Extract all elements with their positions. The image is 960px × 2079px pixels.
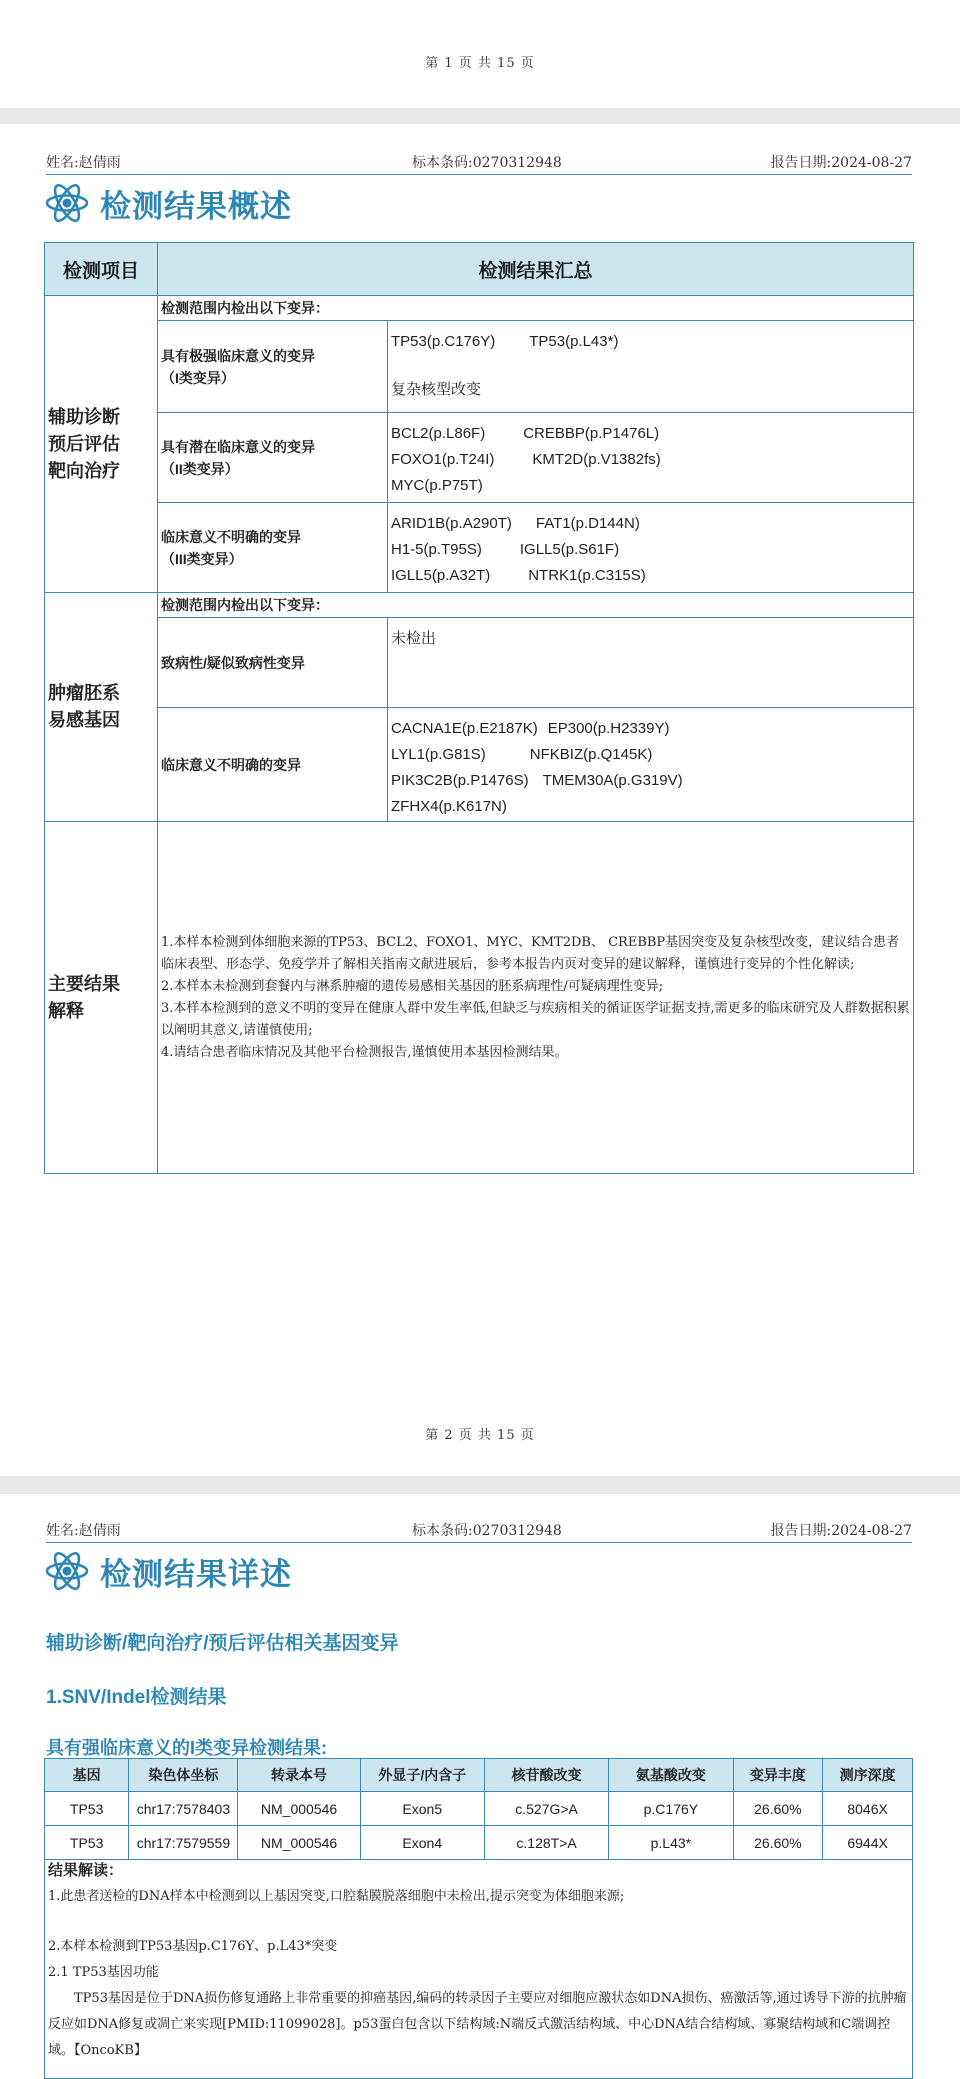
variant-table (44, 1758, 913, 1860)
variant-col-header: 测序深度 (823, 1759, 913, 1792)
variant-col-header: 染色体坐标 (129, 1759, 238, 1792)
report-header (46, 152, 912, 175)
variant-cell: c.128T>A (484, 1826, 608, 1860)
variant-cell: 8046X (823, 1792, 913, 1826)
class3-variants: ARID1B(p.A290T) FAT1(p.D144N) H1-5(p.T95S) IGLL5(p.S61F) IGLL5(p.A32T) NTRK1(p.C315S) (388, 503, 914, 593)
page-footer: 第 2 页 共 15 页 (425, 1428, 535, 1443)
category-somatic: 辅助诊断 预后评估 靶向治疗 (45, 296, 158, 593)
somatic-subheader: 检测范围内检出以下变异： (158, 296, 914, 321)
variant-col-header: 外显子/内含子 (360, 1759, 484, 1792)
table-row (45, 1792, 913, 1826)
class1-variants: TP53(p.C176Y) TP53(p.L43*) 复杂核型改变 (388, 321, 914, 413)
variant-cell: chr17:7579559 (129, 1826, 238, 1860)
report-date: 报告日期:2024-08-27 (770, 155, 912, 171)
germline-vus-label: 临床意义不明确的变异 (158, 708, 388, 822)
section-heading: 辅助诊断/靶向治疗/预后评估相关基因变异 (46, 1633, 399, 1654)
interpretation-line: 2.本样本检测到TP53基因p.C176Y、p.L43*突变 (48, 1939, 338, 1954)
subsection-heading: 1.SNV/Indel检测结果 (46, 1687, 227, 1708)
table-title: 具有强临床意义的I类变异检测结果: (46, 1738, 327, 1758)
germline-subheader: 检测范围内检出以下变异： (158, 593, 914, 618)
report-date: 报告日期:2024-08-27 (770, 1523, 912, 1539)
page-1 (0, 0, 960, 108)
interpretation-paragraph: TP53基因是位于DNA损伤修复通路上非常重要的抑癌基因,编码的转录因子主要应对细胞应激状态如DNA损伤、癌激活等,通过诱导下游的抗肿瘤反应如DNA修复或凋亡来实现[PMID:11099028]。p53蛋白包含以下结构域:N端反式激活结构域、中心DNA结合结构域、寡聚结构域和C端调控域。【OncoKB】 (48, 1991, 907, 2058)
col-header-summary: 检测结果汇总 (158, 243, 914, 296)
atom-icon (44, 1548, 90, 1594)
variant-cell: c.527G>A (484, 1792, 608, 1826)
variant-cell: p.C176Y (609, 1792, 733, 1826)
interpretation-text: 1.本样本检测到体细胞来源的TP53、BCL2、FOXO1、MYC、KMT2DB、 CREBBP基因突变及复杂核型改变，建议结合患者临床表型、形态学、免疫学并了解相关指南文献进展后，参考本报告内页对变异的建议解释，谨慎进行变异的个性化解读; 2.本样本未检测到套餐内与淋系肿瘤的遗传易感相关基因的胚系病理性/可疑病理性变异; 3.本样本检测到的意义不明的变异在健康人群中发生率低,但缺乏与疾病相关的循证医学证据支持,需更多的临床研究及人群数据积累以阐明其意义,请谨慎使用; 4.请结合患者临床情况及其他平台检测报告,谨慎使用本基因检测结果。 (158, 822, 914, 1174)
variant-cell: 26.60% (733, 1792, 823, 1826)
variant-cell: Exon5 (360, 1792, 484, 1826)
category-interpretation: 主要结果 解释 (45, 822, 158, 1174)
section-title-row (44, 180, 292, 226)
variant-cell: Exon4 (360, 1826, 484, 1860)
category-germline: 肿瘤胚系 易感基因 (45, 593, 158, 822)
page-title: 检测结果概述 (100, 188, 292, 224)
page-3 (0, 1494, 960, 2079)
interpretation-line: 1.此患者送检的DNA样本中检测到以上基因突变,口腔黏膜脱落细胞中未检出,提示突变为体细胞来源; (48, 1889, 625, 1904)
class2-variants: BCL2(p.L86F) CREBBP(p.P1476L) FOXO1(p.T24I) KMT2D(p.V1382fs) MYC(p.P75T) (388, 413, 914, 503)
summary-table (44, 242, 914, 1174)
patient-name: 姓名:赵倩雨 (46, 1523, 121, 1539)
page-2 (0, 124, 960, 1476)
variant-cell: p.L43* (609, 1826, 733, 1860)
page-title: 检测结果详述 (100, 1556, 292, 1592)
interpretation-line: 2.1 TP53基因功能 (48, 1965, 159, 1980)
variant-cell: 26.60% (733, 1826, 823, 1860)
variant-col-header: 氨基酸改变 (609, 1759, 733, 1792)
class3-label: 临床意义不明确的变异 （III类变异） (158, 503, 388, 593)
class2-label: 具有潜在临床意义的变异 （II类变异） (158, 413, 388, 503)
atom-icon (44, 180, 90, 226)
variant-cell: NM_000546 (238, 1792, 360, 1826)
sample-barcode: 标本条码:0270312948 (412, 1523, 562, 1539)
variant-col-header: 核苷酸改变 (484, 1759, 608, 1792)
patient-name: 姓名:赵倩雨 (46, 155, 121, 171)
section-title-row (44, 1548, 292, 1594)
germline-pathogenic-label: 致病性/疑似致病性变异 (158, 618, 388, 708)
page-footer: 第 1 页 共 15 页 (425, 56, 535, 71)
variant-cell: TP53 (45, 1826, 129, 1860)
variant-cell: NM_000546 (238, 1826, 360, 1860)
sample-barcode: 标本条码:0270312948 (412, 155, 562, 171)
germline-pathogenic-value: 未检出 (388, 618, 914, 708)
class1-label: 具有极强临床意义的变异 （I类变异） (158, 321, 388, 413)
germline-vus-variants: CACNA1E(p.E2187K) EP300(p.H2339Y) LYL1(p.G81S) NFKBIZ(p.Q145K) PIK3C2B(p.P1476S) TMEM30A(p.G319V) ZFHX4(p.K617N) (388, 708, 914, 822)
variant-col-header: 基因 (45, 1759, 129, 1792)
interpretation-title: 结果解读： (48, 1862, 124, 1879)
variant-col-header: 变异丰度 (733, 1759, 823, 1792)
variant-cell: TP53 (45, 1792, 129, 1826)
col-header-item: 检测项目 (45, 243, 158, 296)
interpretation-block (44, 1852, 913, 2079)
variant-cell: 6944X (823, 1826, 913, 1860)
variant-cell: chr17:7578403 (129, 1792, 238, 1826)
variant-col-header: 转录本号 (238, 1759, 360, 1792)
report-header (46, 1520, 912, 1543)
